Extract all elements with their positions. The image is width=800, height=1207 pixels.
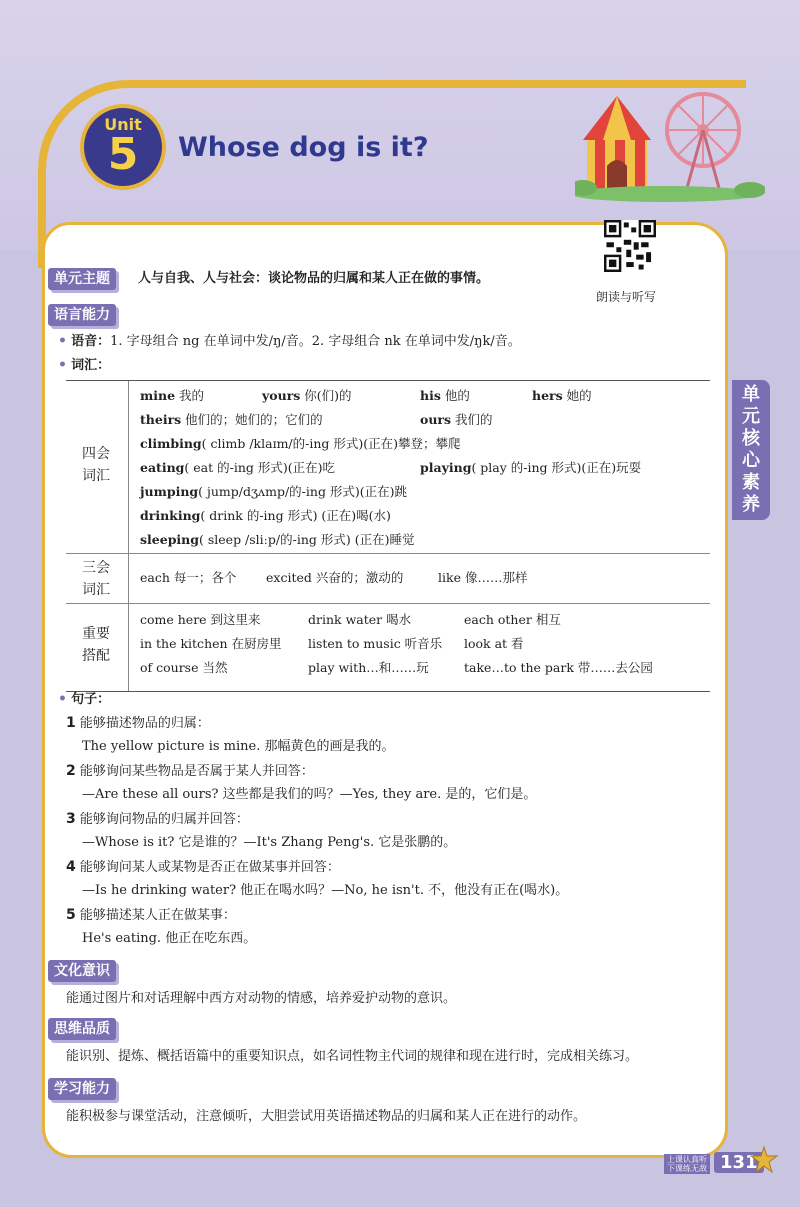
table-divider bbox=[66, 603, 710, 604]
learning-text: 能积极参与课堂活动，注意倾听，大胆尝试用英语描述物品的归属和某人正在进行的动作。 bbox=[66, 1109, 587, 1124]
bullet-icon: • bbox=[58, 691, 67, 707]
phrase-item: drink water 喝水 bbox=[308, 612, 412, 627]
vocab-word: theirs bbox=[140, 412, 182, 427]
thinking-text: 能识别、提炼、概括语篇中的重要知识点，如名词性物主代词的规律和现在进行时，完成相关练习。 bbox=[66, 1049, 639, 1064]
phrase-item: take…to the park 带……去公园 bbox=[464, 660, 653, 675]
vocab-row bbox=[262, 387, 352, 405]
bullet-icon: • bbox=[58, 357, 67, 373]
page-number: 131 bbox=[714, 1152, 764, 1173]
vocab-meaning: ( play 的-ing 形式)(正在)玩耍 bbox=[471, 460, 642, 475]
vocab-word: mine bbox=[140, 388, 176, 403]
phrase-item: of course 当然 bbox=[140, 660, 228, 675]
vocab-meaning: 他们的；她们的；它们的 bbox=[185, 412, 323, 427]
theme-tag: 单元主题 bbox=[48, 268, 116, 290]
row-label-line: 三会 bbox=[82, 560, 110, 576]
vocab-word: yours bbox=[262, 388, 301, 403]
side-tab bbox=[732, 380, 770, 520]
phrase-item: play with…和……玩 bbox=[308, 660, 429, 675]
vocab-meaning: ( jump/dʒʌmp/的-ing 形式)(正在)跳 bbox=[198, 484, 408, 499]
pronunciation-label: 语音： bbox=[71, 334, 111, 349]
vocab-row: excited 兴奋的；激动的 bbox=[266, 570, 404, 585]
culture-text: 能通过图片和对话理解中西方对动物的情感，培养爱护动物的意识。 bbox=[66, 991, 457, 1006]
vocab-word: drinking bbox=[140, 508, 201, 523]
star-icon bbox=[750, 1146, 778, 1174]
row-label-three bbox=[66, 557, 126, 601]
vocab-row bbox=[140, 435, 461, 453]
sentence-goal-text: 能够描述某人正在做某事： bbox=[79, 908, 236, 923]
vocab-word: eating bbox=[140, 460, 185, 475]
phrase-item: come here 到这里来 bbox=[140, 612, 261, 627]
unit-number: 5 bbox=[107, 129, 139, 180]
footer-slogan-line: 上课认真听 bbox=[667, 1155, 707, 1164]
pronunciation-line bbox=[58, 332, 521, 351]
row-label-line: 搭配 bbox=[82, 648, 110, 664]
sentence-goal bbox=[66, 810, 249, 829]
vocab-row bbox=[140, 531, 414, 549]
side-tab-char: 元 bbox=[742, 406, 760, 427]
vocab-row bbox=[140, 387, 204, 405]
vocab-meaning: 我的 bbox=[179, 388, 205, 403]
vocab-row bbox=[420, 459, 641, 477]
vocab-meaning: ( drink 的-ing 形式) (正在)喝(水) bbox=[200, 508, 391, 523]
sentence-goal-text: 能够询问某些物品是否属于某人并回答： bbox=[79, 764, 314, 779]
theme-text: 人与自我、人与社会：谈论物品的归属和某人正在做的事情。 bbox=[138, 271, 490, 286]
side-tab-char: 养 bbox=[742, 494, 760, 515]
vocab-word: playing bbox=[420, 460, 472, 475]
sentence-goal-text: 能够询问物品的归属并回答： bbox=[79, 812, 249, 827]
vocab-row bbox=[420, 387, 470, 405]
sentence-number: 3 bbox=[66, 811, 76, 827]
table-divider bbox=[66, 553, 710, 554]
bullet-icon: • bbox=[58, 333, 67, 349]
vocab-word: his bbox=[420, 388, 441, 403]
vocab-meaning: ( eat 的-ing 形式)(正在)吃 bbox=[184, 460, 335, 475]
vocab-row bbox=[140, 459, 335, 477]
sentence-goal bbox=[66, 858, 340, 877]
sentences-label: 句子： bbox=[71, 692, 111, 707]
sentence-goal-text: 能够询问某人或某物是否正在做某事并回答： bbox=[79, 860, 340, 875]
sentence-number: 2 bbox=[66, 763, 76, 779]
vocab-row bbox=[532, 387, 592, 405]
vocab-meaning: 她的 bbox=[566, 388, 592, 403]
vocab-word: ours bbox=[420, 412, 452, 427]
vocab-row: like 像……那样 bbox=[438, 570, 528, 585]
sentence-goal bbox=[66, 714, 210, 733]
thinking-tag: 思维品质 bbox=[48, 1018, 116, 1040]
side-tab-char: 素 bbox=[742, 472, 760, 493]
footer-slogan-line: 下课练无敌 bbox=[667, 1164, 707, 1173]
phrase-item: look at 看 bbox=[464, 636, 524, 651]
sentence-goal bbox=[66, 762, 314, 781]
vocab-word: jumping bbox=[140, 484, 199, 499]
sentences-line bbox=[58, 690, 110, 709]
sentence-number: 4 bbox=[66, 859, 76, 875]
vocab-row bbox=[140, 483, 407, 501]
vocab-meaning: 他的 bbox=[444, 388, 470, 403]
phrase-item: in the kitchen 在厨房里 bbox=[140, 636, 282, 651]
vocab-row bbox=[140, 507, 391, 525]
vocab-table bbox=[66, 380, 710, 692]
phrase-item: each other 相互 bbox=[464, 612, 561, 627]
learning-tag: 学习能力 bbox=[48, 1078, 116, 1100]
vocab-word: sleeping bbox=[140, 532, 200, 547]
sentence-example: —Are these all ours? 这些都是我们的吗？—Yes, they are. 是的，它们是。 bbox=[82, 787, 537, 802]
sentence-goal-text: 能够描述物品的归属： bbox=[79, 716, 210, 731]
vocab-line bbox=[58, 356, 110, 375]
side-tab-char: 心 bbox=[742, 450, 760, 471]
vocab-meaning: ( climb /klaɪm/的-ing 形式)(正在)攀登；攀爬 bbox=[201, 436, 461, 451]
sentence-example: He's eating. 他正在吃东西。 bbox=[82, 931, 257, 946]
unit-word: Unit bbox=[104, 115, 142, 134]
qr-code-icon[interactable] bbox=[604, 220, 656, 272]
sentence-number: 5 bbox=[66, 907, 76, 923]
vocab-label: 词汇： bbox=[71, 358, 111, 373]
carnival-illustration bbox=[575, 88, 765, 203]
sentence-number: 1 bbox=[66, 715, 76, 731]
vocab-meaning: 我们的 bbox=[455, 412, 493, 427]
phrase-item: listen to music 听音乐 bbox=[308, 636, 443, 651]
vocab-word: hers bbox=[532, 388, 563, 403]
row-label-line: 词汇 bbox=[82, 582, 110, 598]
vocab-word: climbing bbox=[140, 436, 202, 451]
sentence-example: —Is he drinking water? 他正在喝水吗？—No, he isn't. 不，他没有正在(喝水)。 bbox=[82, 883, 569, 898]
row-label-four bbox=[66, 443, 126, 487]
sentence-example: The yellow picture is mine. 那幅黄色的画是我的。 bbox=[82, 739, 395, 754]
sentence-example: —Whose is it? 它是谁的？—It's Zhang Peng's. 它是张鹏的。 bbox=[82, 835, 457, 850]
vocab-row bbox=[420, 411, 493, 429]
qr-label: 朗读与听写 bbox=[596, 290, 657, 304]
footer-slogan bbox=[664, 1154, 710, 1174]
side-tab-char: 核 bbox=[742, 428, 760, 449]
row-label-line: 词汇 bbox=[82, 468, 110, 484]
language-tag: 语言能力 bbox=[48, 304, 116, 326]
row-label-phrases bbox=[66, 623, 126, 667]
unit-title: Whose dog is it? bbox=[178, 132, 429, 163]
side-tab-char: 单 bbox=[742, 384, 760, 405]
vocab-row bbox=[140, 411, 323, 429]
vocab-meaning: 你(们)的 bbox=[304, 388, 352, 403]
table-divider bbox=[128, 381, 129, 691]
sentence-goal bbox=[66, 906, 236, 925]
pronunciation-text: 1. 字母组合 ng 在单词中发/ŋ/音。2. 字母组合 nk 在单词中发/ŋk/音。 bbox=[110, 334, 521, 349]
vocab-meaning: ( sleep /sliːp/的-ing 形式) (正在)睡觉 bbox=[199, 532, 415, 547]
row-label-line: 四会 bbox=[82, 446, 110, 462]
vocab-row: each 每一；各个 bbox=[140, 570, 237, 585]
unit-badge bbox=[84, 108, 162, 186]
culture-tag: 文化意识 bbox=[48, 960, 116, 982]
row-label-line: 重要 bbox=[82, 626, 110, 642]
